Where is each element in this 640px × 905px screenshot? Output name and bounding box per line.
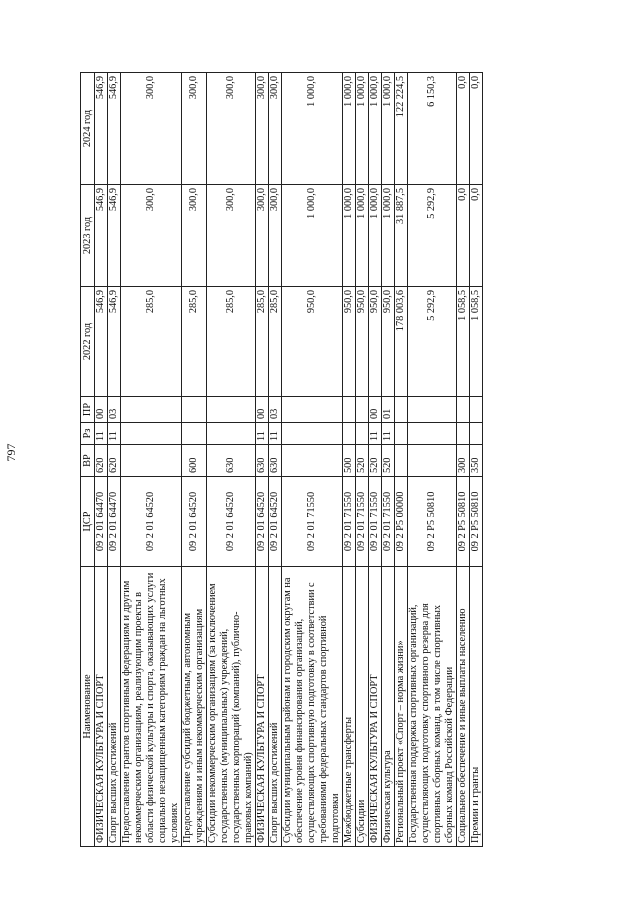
- row-pr: [395, 397, 408, 423]
- row-rz: [182, 423, 207, 445]
- row-value-2023: 300,0: [256, 185, 269, 287]
- row-rz: [395, 423, 408, 445]
- row-csr: 09 2 01 64520: [182, 477, 207, 567]
- row-vr: 620: [95, 445, 108, 477]
- row-value-2024: 300,0: [182, 73, 207, 185]
- row-vr: 600: [182, 445, 207, 477]
- column-header: Наименование: [81, 567, 95, 847]
- row-value-2024: 122 224,5: [395, 73, 408, 185]
- row-name: Межбюджетные трансферты: [343, 567, 356, 847]
- row-name: Субсидии: [356, 567, 369, 847]
- row-csr: 09 2 01 64520: [207, 477, 256, 567]
- row-csr: 09 2 01 64520: [256, 477, 269, 567]
- row-rz: 11: [382, 423, 395, 445]
- row-csr: 09 2 P5 50810: [457, 477, 470, 567]
- column-header: 2023 год: [81, 185, 95, 287]
- row-name: Предоставление субсидий бюджетным, автономным учреждениям и иным некоммерческим организациям: [182, 567, 207, 847]
- column-header: 2022 год: [81, 287, 95, 397]
- row-value-2024: 1 000,0: [382, 73, 395, 185]
- row-csr: 09 2 01 64470: [108, 477, 121, 567]
- row-vr: 620: [108, 445, 121, 477]
- row-value-2023: 546,9: [95, 185, 108, 287]
- row-rz: [207, 423, 256, 445]
- column-header: 2024 год: [81, 73, 95, 185]
- table-row: [343, 73, 356, 847]
- row-name: Предоставление грантов спортивным федерациям и другим некоммерческим организациям, реализующим проекты в области физической культуры и спорта, оказывающих услуги социально незащищенным категориям граждан на льготных условиях: [121, 567, 182, 847]
- row-vr: 630: [256, 445, 269, 477]
- table-row: [282, 73, 343, 847]
- row-value-2024: 1 000,0: [282, 73, 343, 185]
- row-value-2022: 285,0: [182, 287, 207, 397]
- column-header: ВР: [81, 445, 95, 477]
- row-name: Физическая культура: [382, 567, 395, 847]
- row-value-2023: 1 000,0: [382, 185, 395, 287]
- row-rz: 11: [369, 423, 382, 445]
- row-name: ФИЗИЧЕСКАЯ КУЛЬТУРА И СПОРТ: [256, 567, 269, 847]
- row-pr: [182, 397, 207, 423]
- row-csr: 09 2 01 71550: [369, 477, 382, 567]
- row-value-2023: 546,9: [108, 185, 121, 287]
- row-value-2022: 950,0: [356, 287, 369, 397]
- row-name: ФИЗИЧЕСКАЯ КУЛЬТУРА И СПОРТ: [95, 567, 108, 847]
- table-row: [182, 73, 207, 847]
- row-vr: 630: [207, 445, 256, 477]
- row-name: Социальное обеспечение и иные выплаты населению: [457, 567, 470, 847]
- row-value-2024: 300,0: [256, 73, 269, 185]
- row-rz: 11: [256, 423, 269, 445]
- table-row: [207, 73, 256, 847]
- budget-table: [80, 72, 483, 847]
- row-vr: 500: [343, 445, 356, 477]
- row-rz: 11: [95, 423, 108, 445]
- row-name: Субсидии некоммерческим организациям (за исключением государственных (муниципальных) учреждений, государственных корпораций (компаний), публично-правовых компаний): [207, 567, 256, 847]
- row-name: Спорт высших достижений: [108, 567, 121, 847]
- row-value-2023: 300,0: [269, 185, 282, 287]
- row-vr: 520: [382, 445, 395, 477]
- row-csr: 09 2 01 64520: [121, 477, 182, 567]
- row-value-2024: 300,0: [207, 73, 256, 185]
- row-rz: [121, 423, 182, 445]
- row-rz: 11: [269, 423, 282, 445]
- row-value-2022: 178 003,6: [395, 287, 408, 397]
- row-pr: 01: [382, 397, 395, 423]
- row-value-2022: 950,0: [369, 287, 382, 397]
- row-rz: [356, 423, 369, 445]
- row-pr: 00: [95, 397, 108, 423]
- page-number: 797: [4, 443, 18, 462]
- row-value-2023: 1 000,0: [356, 185, 369, 287]
- row-pr: [343, 397, 356, 423]
- table-body: [95, 73, 483, 847]
- row-vr: 350: [470, 445, 483, 477]
- row-value-2022: 950,0: [382, 287, 395, 397]
- table-header-row: [81, 73, 95, 847]
- row-value-2022: 1 058,5: [457, 287, 470, 397]
- row-value-2022: 950,0: [282, 287, 343, 397]
- row-value-2024: 0,0: [470, 73, 483, 185]
- row-value-2022: 285,0: [207, 287, 256, 397]
- row-value-2023: 5 292,9: [408, 185, 457, 287]
- row-csr: 09 2 01 71550: [356, 477, 369, 567]
- row-csr: 09 2 01 64470: [95, 477, 108, 567]
- row-rz: [470, 423, 483, 445]
- table-row: [382, 73, 395, 847]
- row-csr: 09 2 01 71550: [343, 477, 356, 567]
- row-value-2022: 950,0: [343, 287, 356, 397]
- row-pr: [282, 397, 343, 423]
- row-pr: 00: [256, 397, 269, 423]
- row-value-2024: 546,9: [108, 73, 121, 185]
- row-value-2022: 285,0: [256, 287, 269, 397]
- table-row: [457, 73, 470, 847]
- row-vr: [282, 445, 343, 477]
- row-value-2023: 300,0: [121, 185, 182, 287]
- row-value-2023: 1 000,0: [343, 185, 356, 287]
- row-name: Субсидии муниципальным районам и городским округам на обеспечение уровня финансирования организаций, осуществляющих спортивную подготовку в соответствии с требованиями федеральных стандартов спортивной подготовки: [282, 567, 343, 847]
- row-value-2024: 300,0: [269, 73, 282, 185]
- row-pr: 03: [269, 397, 282, 423]
- row-pr: 00: [369, 397, 382, 423]
- row-value-2023: 1 000,0: [282, 185, 343, 287]
- table-row: [470, 73, 483, 847]
- column-header: ЦСР: [81, 477, 95, 567]
- table-row: [269, 73, 282, 847]
- table-row: [256, 73, 269, 847]
- row-name: Премии и гранты: [470, 567, 483, 847]
- table-row: [95, 73, 108, 847]
- row-csr: 09 2 01 64520: [269, 477, 282, 567]
- row-vr: [121, 445, 182, 477]
- row-value-2024: 6 150,3: [408, 73, 457, 185]
- row-value-2023: 1 000,0: [369, 185, 382, 287]
- table-row: [356, 73, 369, 847]
- row-pr: [207, 397, 256, 423]
- row-value-2023: 0,0: [457, 185, 470, 287]
- row-rz: [282, 423, 343, 445]
- row-value-2024: 546,9: [95, 73, 108, 185]
- row-value-2022: 546,9: [108, 287, 121, 397]
- row-vr: 520: [356, 445, 369, 477]
- row-value-2022: 5 292,9: [408, 287, 457, 397]
- row-rz: 11: [108, 423, 121, 445]
- row-value-2024: 300,0: [121, 73, 182, 185]
- row-vr: 300: [457, 445, 470, 477]
- row-csr: 09 2 01 71550: [282, 477, 343, 567]
- table-row: [395, 73, 408, 847]
- column-header: ПР: [81, 397, 95, 423]
- table-row: [369, 73, 382, 847]
- row-vr: [395, 445, 408, 477]
- row-rz: [457, 423, 470, 445]
- row-value-2023: 300,0: [207, 185, 256, 287]
- row-pr: [121, 397, 182, 423]
- row-name: Региональный проект «Спорт – норма жизни»: [395, 567, 408, 847]
- row-name: ФИЗИЧЕСКАЯ КУЛЬТУРА И СПОРТ: [369, 567, 382, 847]
- row-name: Государственная поддержка спортивных организаций, осуществляющих подготовку спортивного резерва для спортивных сборных команд, в том числе спортивных сборных команд Российской Федерации: [408, 567, 457, 847]
- row-csr: 09 2 P5 50810: [470, 477, 483, 567]
- row-value-2023: 300,0: [182, 185, 207, 287]
- row-value-2022: 546,9: [95, 287, 108, 397]
- row-csr: 09 2 P5 50810: [408, 477, 457, 567]
- row-vr: [408, 445, 457, 477]
- row-name: Спорт высших достижений: [269, 567, 282, 847]
- rotated-page: [28, 0, 640, 877]
- table-row: [121, 73, 182, 847]
- row-vr: 630: [269, 445, 282, 477]
- row-rz: [343, 423, 356, 445]
- row-pr: [457, 397, 470, 423]
- column-header: Рз: [81, 423, 95, 445]
- row-pr: [356, 397, 369, 423]
- row-rz: [408, 423, 457, 445]
- row-value-2022: 285,0: [269, 287, 282, 397]
- row-value-2023: 0,0: [470, 185, 483, 287]
- row-value-2024: 0,0: [457, 73, 470, 185]
- row-pr: [470, 397, 483, 423]
- row-value-2022: 1 058,5: [470, 287, 483, 397]
- row-value-2024: 1 000,0: [343, 73, 356, 185]
- row-csr: 09 2 P5 00000: [395, 477, 408, 567]
- row-value-2024: 1 000,0: [369, 73, 382, 185]
- row-pr: 03: [108, 397, 121, 423]
- row-value-2022: 285,0: [121, 287, 182, 397]
- row-value-2023: 31 887,5: [395, 185, 408, 287]
- table-row: [108, 73, 121, 847]
- row-vr: 520: [369, 445, 382, 477]
- table-row: [408, 73, 457, 847]
- row-value-2024: 1 000,0: [356, 73, 369, 185]
- row-csr: 09 2 01 71550: [382, 477, 395, 567]
- row-pr: [408, 397, 457, 423]
